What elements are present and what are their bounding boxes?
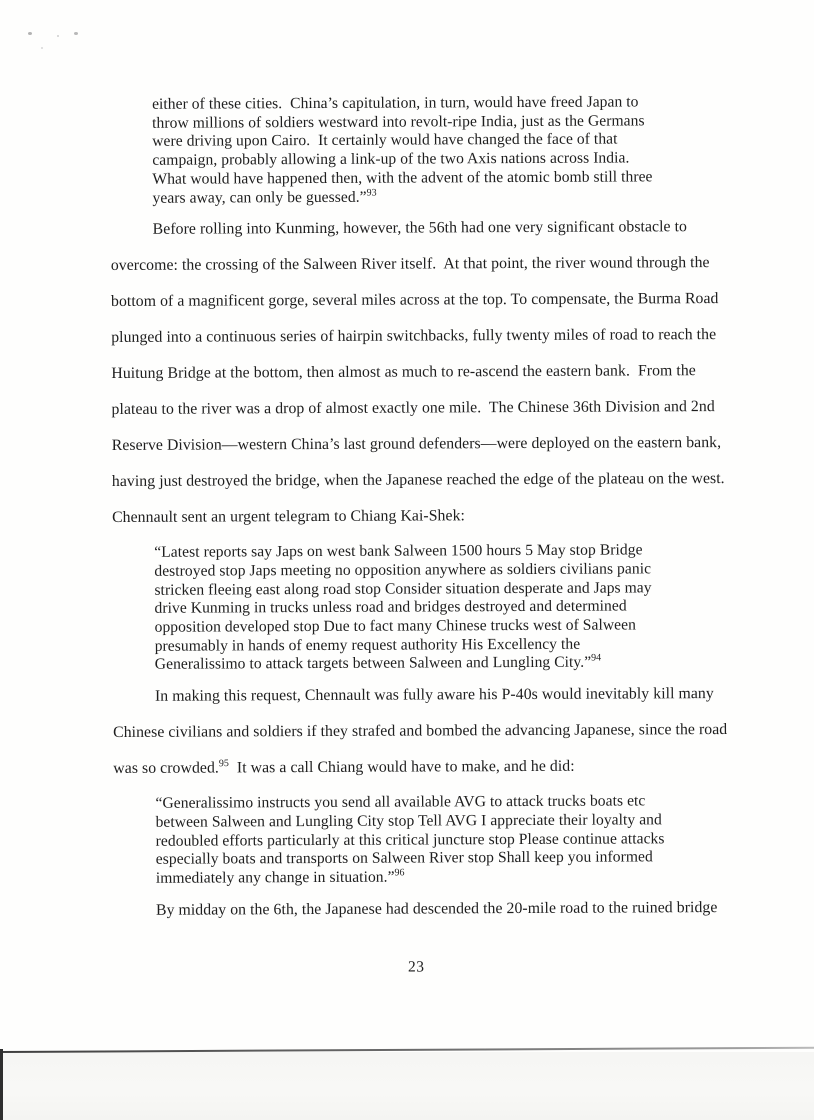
text-line: especially boats and transports on Salween River stop Shall keep you informed — [155, 848, 653, 869]
text-line: Generalissimo to attack targets between Salween and Lungling City.”$^{94}$ — [154, 652, 602, 674]
text-line: between Salween and Lungling City stop Tell AVG I appreciate their loyalty and — [155, 811, 662, 831]
document-content — [110, 93, 728, 978]
footnote-marker: 93 — [366, 187, 377, 199]
text-line: overcome: the crossing of the Salween River itself. At that point, the river wound through the — [110, 254, 710, 275]
text-line: was so crowded.$^{95}$ It was a call Chiang would have to make, and he did: — [113, 757, 575, 778]
text-line: having just destroyed the bridge, when the Japanese reached the edge of the plateau on the west. — [111, 470, 725, 491]
body-paragraph — [114, 890, 718, 929]
footnote-marker: 94 — [591, 652, 602, 664]
scan-edge-area-bottom — [0, 1052, 814, 1120]
page-number: 23 — [407, 958, 425, 976]
text-line: redoubled efforts particularly at this critical juncture stop Please continue attacks — [155, 829, 665, 850]
text-line: Before rolling into Kunming, however, the 56th had one very significant obstacle to — [152, 218, 688, 239]
body-paragraph — [110, 209, 725, 536]
text-line: Reserve Division—western China’s last ground defenders—were deployed on the eastern bank, — [111, 434, 722, 455]
quoted-telegram-block — [155, 792, 683, 888]
text-line: plateau to the river was a drop of almost exactly one mile. The Chinese 36th Division and 2nd — [111, 398, 715, 419]
text-line: bottom of a magnificent gorge, several miles across at the top. To compensate, the Burma Road — [110, 290, 719, 311]
text-line: years away, can only be guessed.”$^{93}$ — [152, 187, 377, 207]
scan-dust-speck — [28, 32, 32, 35]
text-line: campaign, probably allowing a link-up of the two Axis nations across India. — [152, 149, 630, 169]
body-paragraph — [113, 676, 728, 787]
text-line: either of these cities. China’s capitulation, in turn, would have freed Japan to — [151, 93, 639, 113]
text-line: “Latest reports say Japs on west bank Salween 1500 hours 5 May stop Bridge — [154, 541, 643, 562]
text-line: stricken fleeing east along road stop Consider situation desperate and Japs may — [154, 578, 652, 599]
scan-dust-speck — [74, 32, 78, 35]
footnote-marker: 96 — [394, 867, 405, 879]
quoted-telegram-block — [152, 93, 681, 208]
text-line: opposition developed stop Due to fact many Chinese trucks west of Salween — [154, 616, 636, 636]
text-line: Chennault sent an urgent telegram to Chiang Kai-Shek: — [112, 507, 465, 527]
text-line: Huitung Bridge at the bottom, then almost as much to re-ascend the eastern bank. From the — [111, 362, 696, 383]
text-line: destroyed stop Japs meeting no opposition anywhere as soldiers civilians panic — [154, 560, 652, 580]
text-line: immediately any change in situation.”$^{96}$ — [155, 867, 405, 887]
text-line: By midday on the 6th, the Japanese had descended the 20-mile road to the ruined bridge — [155, 898, 718, 919]
text-line: Chinese civilians and soldiers if they strafed and bombed the advancing Japanese, since the road — [113, 721, 728, 742]
scan-dust-speck — [41, 47, 43, 49]
scan-edge-bar-left — [0, 1049, 3, 1120]
text-line: What would have happened then, with the advent of the atomic bomb still three — [152, 168, 653, 188]
scan-dust-speck — [57, 35, 59, 37]
text-line: “Generalissimo instructs you send all available AVG to attack trucks boats etc — [155, 792, 646, 812]
text-line: In making this request, Chennault was fully aware his P-40s would inevitably kill many — [154, 685, 714, 705]
text-line: throw millions of soldiers westward into revolt-ripe India, just as the Germans — [152, 112, 645, 132]
footnote-marker: 95 — [218, 758, 229, 770]
text-line: plunged into a continuous series of hairpin switchbacks, fully twenty miles of road to reach the — [111, 326, 717, 347]
text-line: were driving upon Cairo. It certainly would have changed the face of that — [152, 130, 618, 151]
text-line: presumably in hands of enemy request authority His Excellency the — [154, 635, 581, 655]
quoted-telegram-block — [154, 541, 683, 675]
text-line: drive Kunming in trucks unless road and bridges destroyed and determined — [154, 597, 627, 618]
